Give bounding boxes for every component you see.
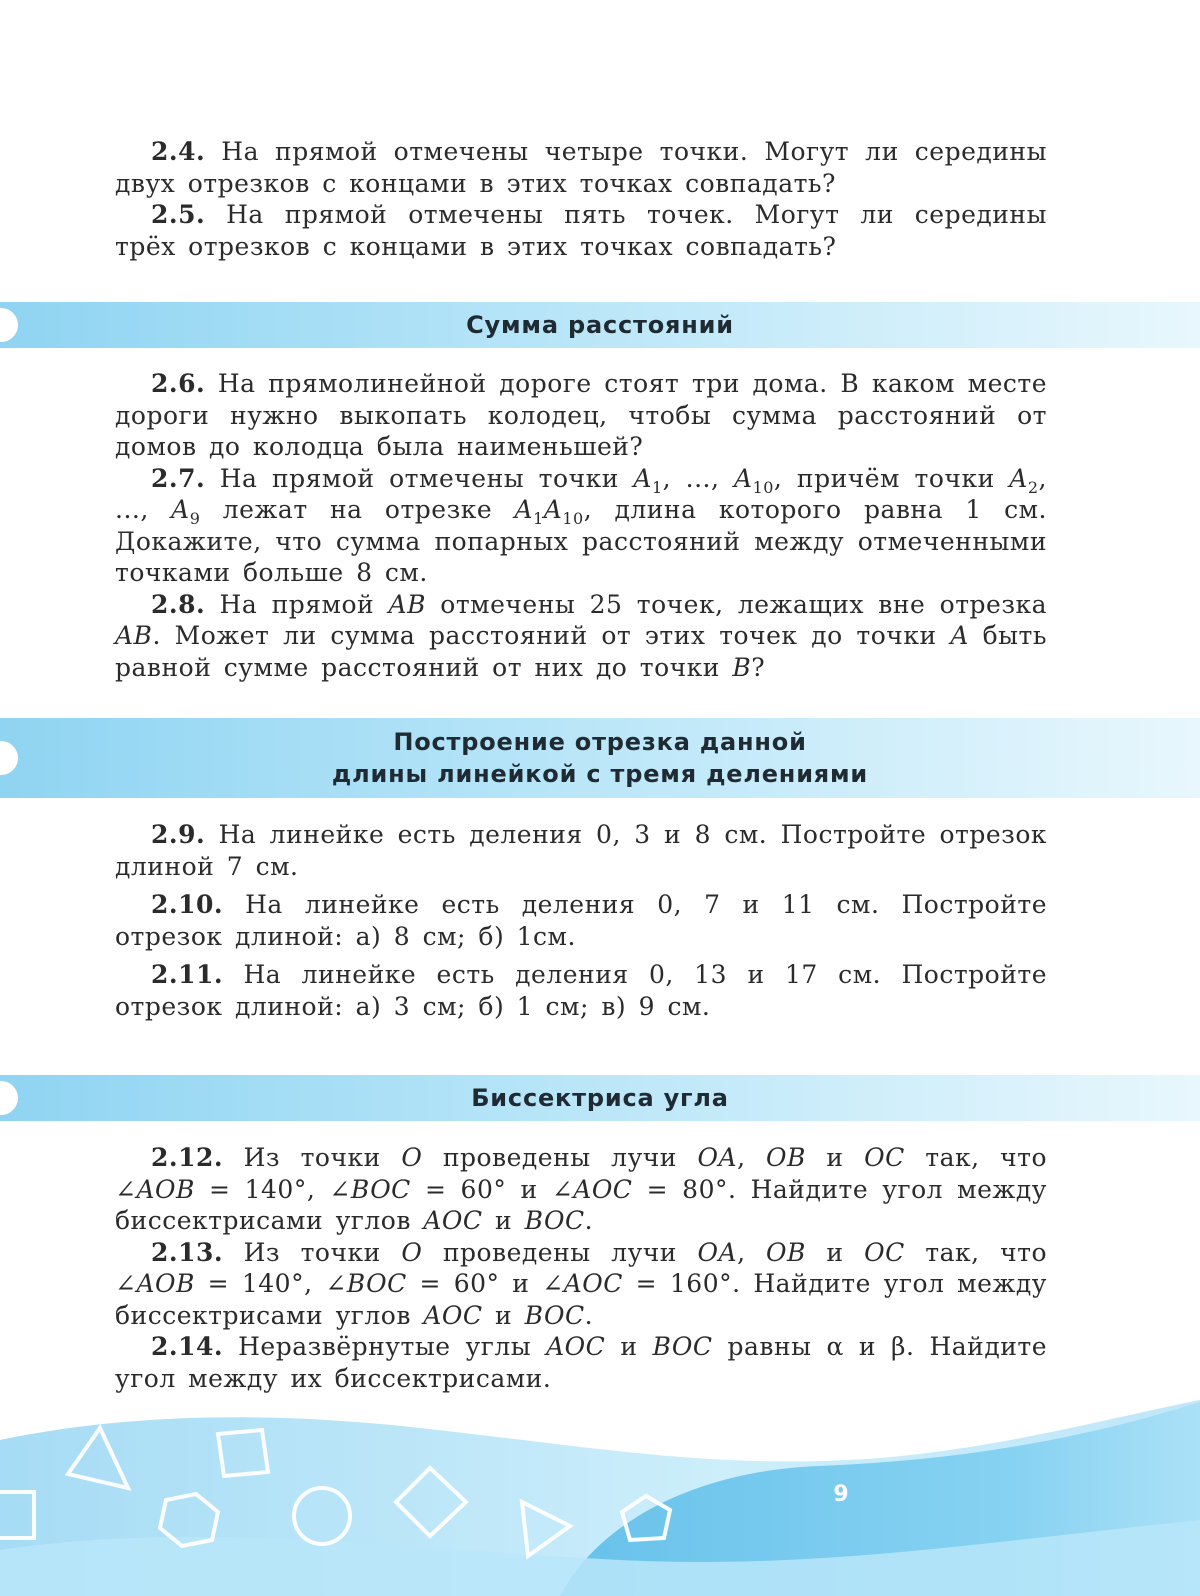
text-fragment: , длина которого равна 1 см. Докажите, что сумма попарных расстояний между отмеченными точками больше 8 см.: [115, 495, 1048, 587]
text-fragment: = 140°,: [194, 1269, 326, 1298]
text-fragment: быть равной сумме расстояний от них до точки: [115, 621, 1047, 682]
problem-text: На линейке есть деления 0, 3 и 8 см. Постройте отрезок длиной 7 см.: [115, 820, 1047, 881]
subscript: 9: [189, 509, 201, 528]
math-var: AOC: [546, 1332, 606, 1361]
problem-2-12: [115, 1142, 1047, 1237]
problem-text: На прямолинейной дороге стоят три дома. В каком месте дороги нужно выкопать колодец, чтобы сумма расстояний от домов до колодца была наименьшей?: [115, 369, 1047, 461]
problem-2-9: [115, 819, 1047, 882]
problem-2-8: [115, 589, 1047, 684]
text-fragment: ,: [737, 1143, 767, 1172]
problem-2-5: [115, 199, 1047, 262]
math-var: OA: [697, 1237, 738, 1267]
text-fragment: и: [482, 1300, 525, 1330]
text-fragment: На прямой: [219, 589, 389, 619]
math-var: A: [1009, 463, 1028, 493]
problem-text: На линейке есть деления 0, 13 и 17 см. Постройте отрезок длиной: а) 3 см; б) 1 см; в) 9 см.: [115, 960, 1047, 1021]
problem-text: На прямой отмечены пять точек. Могут ли середины трёх отрезков с концами в этих точках совпадать?: [115, 200, 1047, 261]
text-fragment: ?: [751, 652, 766, 682]
math-var: OB: [766, 1143, 806, 1172]
math-var: BOC: [524, 1300, 585, 1330]
text-fragment: , причём точки: [773, 463, 1010, 493]
text-fragment: = 80°. Найдите угол между биссектрисами углов: [115, 1174, 1047, 1235]
math-angle: ∠AOB: [115, 1269, 195, 1298]
problem-number: 2.14.: [151, 1332, 224, 1361]
problem-2-4: [115, 136, 1047, 199]
problem-number: 2.4.: [151, 137, 206, 166]
problem-text: На линейке есть деления 0, 7 и 11 см. Постройте отрезок длиной: а) 8 см; б) 1см.: [115, 890, 1047, 951]
text-fragment: проведены лучи: [422, 1143, 698, 1172]
text-fragment: .: [584, 1300, 594, 1330]
text-fragment: .: [584, 1206, 594, 1235]
text-fragment: Неразвёрнутые углы: [238, 1332, 547, 1361]
math-angle: ∠AOC: [551, 1174, 633, 1204]
problems-section-2: [115, 819, 1047, 1022]
problem-2-13: [115, 1237, 1047, 1332]
math-angle: ∠AOC: [542, 1269, 623, 1298]
math-var: A: [633, 463, 652, 493]
math-var: AB: [115, 621, 153, 650]
section-header-angle-bisector: [0, 1075, 1200, 1121]
subscript: 10: [562, 509, 584, 528]
section-title: Биссектриса угла: [471, 1084, 729, 1112]
problem-2-10: [115, 889, 1047, 952]
text-fragment: = 60° и: [410, 1174, 552, 1204]
text-fragment: , ...,: [115, 463, 1047, 524]
problems-section-1: [115, 368, 1047, 683]
problem-2-11: [115, 959, 1047, 1022]
math-var: AB: [388, 589, 426, 619]
math-var: AOC: [423, 1300, 483, 1330]
problem-number: 2.8.: [151, 589, 206, 619]
problem-number: 2.11.: [151, 960, 224, 989]
problem-2-6: [115, 368, 1047, 463]
problems-section-3: [115, 1142, 1047, 1394]
problem-2-14: [115, 1331, 1047, 1394]
problem-2-7: [115, 463, 1047, 589]
math-var: BOC: [652, 1332, 713, 1361]
math-angle: ∠BOC: [329, 1174, 411, 1204]
section-title: Сумма расстояний: [466, 311, 734, 339]
text-fragment: На прямой отмечены точки: [219, 463, 634, 493]
text-fragment: так, что: [904, 1237, 1047, 1267]
math-var: AOC: [423, 1206, 483, 1235]
math-var: BOC: [524, 1206, 585, 1235]
problem-number: 2.13.: [151, 1237, 224, 1267]
problem-number: 2.6.: [151, 369, 206, 398]
math-var: OA: [697, 1143, 738, 1172]
math-var: OC: [864, 1143, 905, 1172]
text-fragment: равны α и β. Найдите угол между их биссектрисами.: [115, 1332, 1048, 1393]
section-title-line-2: длины линейкой с тремя делениями: [331, 760, 869, 788]
text-fragment: лежат на отрезке: [200, 495, 515, 524]
problem-number: 2.7.: [151, 463, 206, 493]
problem-number: 2.12.: [151, 1143, 224, 1172]
math-var: A: [734, 463, 753, 493]
problem-text: На прямой отмечены четыре точки. Могут ли середины двух отрезков с концами в этих точках совпадать?: [115, 137, 1047, 198]
math-var: A: [514, 495, 534, 524]
text-fragment: ,: [737, 1237, 767, 1267]
subscript: 1: [651, 477, 663, 497]
text-fragment: , ...,: [662, 463, 734, 493]
text-fragment: проведены лучи: [422, 1237, 698, 1267]
section-header-sum-of-distances: [0, 302, 1200, 348]
page-number: 9: [833, 1482, 849, 1507]
text-fragment: так, что: [904, 1143, 1047, 1172]
math-var: A: [171, 495, 190, 524]
text-fragment: . Может ли сумма расстояний от этих точек до точки: [152, 621, 951, 650]
text-fragment: Из точки: [243, 1143, 402, 1172]
text-fragment: и: [805, 1143, 865, 1172]
math-var: OB: [766, 1237, 806, 1267]
subscript: 10: [752, 477, 774, 497]
text-fragment: отмечены 25 точек, лежащих вне отрезка: [425, 589, 1047, 619]
math-angle: ∠BOC: [325, 1269, 407, 1298]
text-fragment: = 140°,: [194, 1174, 330, 1204]
text-fragment: Из точки: [243, 1237, 402, 1267]
text-fragment: и: [805, 1237, 865, 1267]
math-var: OC: [864, 1237, 905, 1267]
problem-number: 2.5.: [151, 200, 206, 229]
text-fragment: и: [605, 1332, 653, 1361]
footer-decoration: [0, 1400, 1200, 1596]
math-angle: ∠AOB: [115, 1174, 195, 1204]
math-var: O: [401, 1237, 423, 1267]
text-fragment: = 60° и: [406, 1269, 543, 1298]
problem-number: 2.9.: [151, 820, 206, 849]
subscript: 2: [1027, 477, 1039, 497]
section-title-line-1: Построение отрезка данной: [393, 728, 807, 756]
text-fragment: = 160°. Найдите угол между биссектрисами углов: [115, 1269, 1047, 1330]
problem-number: 2.10.: [151, 890, 224, 919]
math-var: A: [543, 495, 563, 524]
section-header-segment-construction: [0, 718, 1200, 798]
math-var: A: [950, 621, 969, 650]
text-fragment: и: [482, 1206, 525, 1235]
math-var: B: [732, 652, 752, 682]
problems-top: [115, 136, 1047, 262]
math-var: O: [401, 1143, 423, 1172]
subscript: 1: [533, 509, 544, 528]
